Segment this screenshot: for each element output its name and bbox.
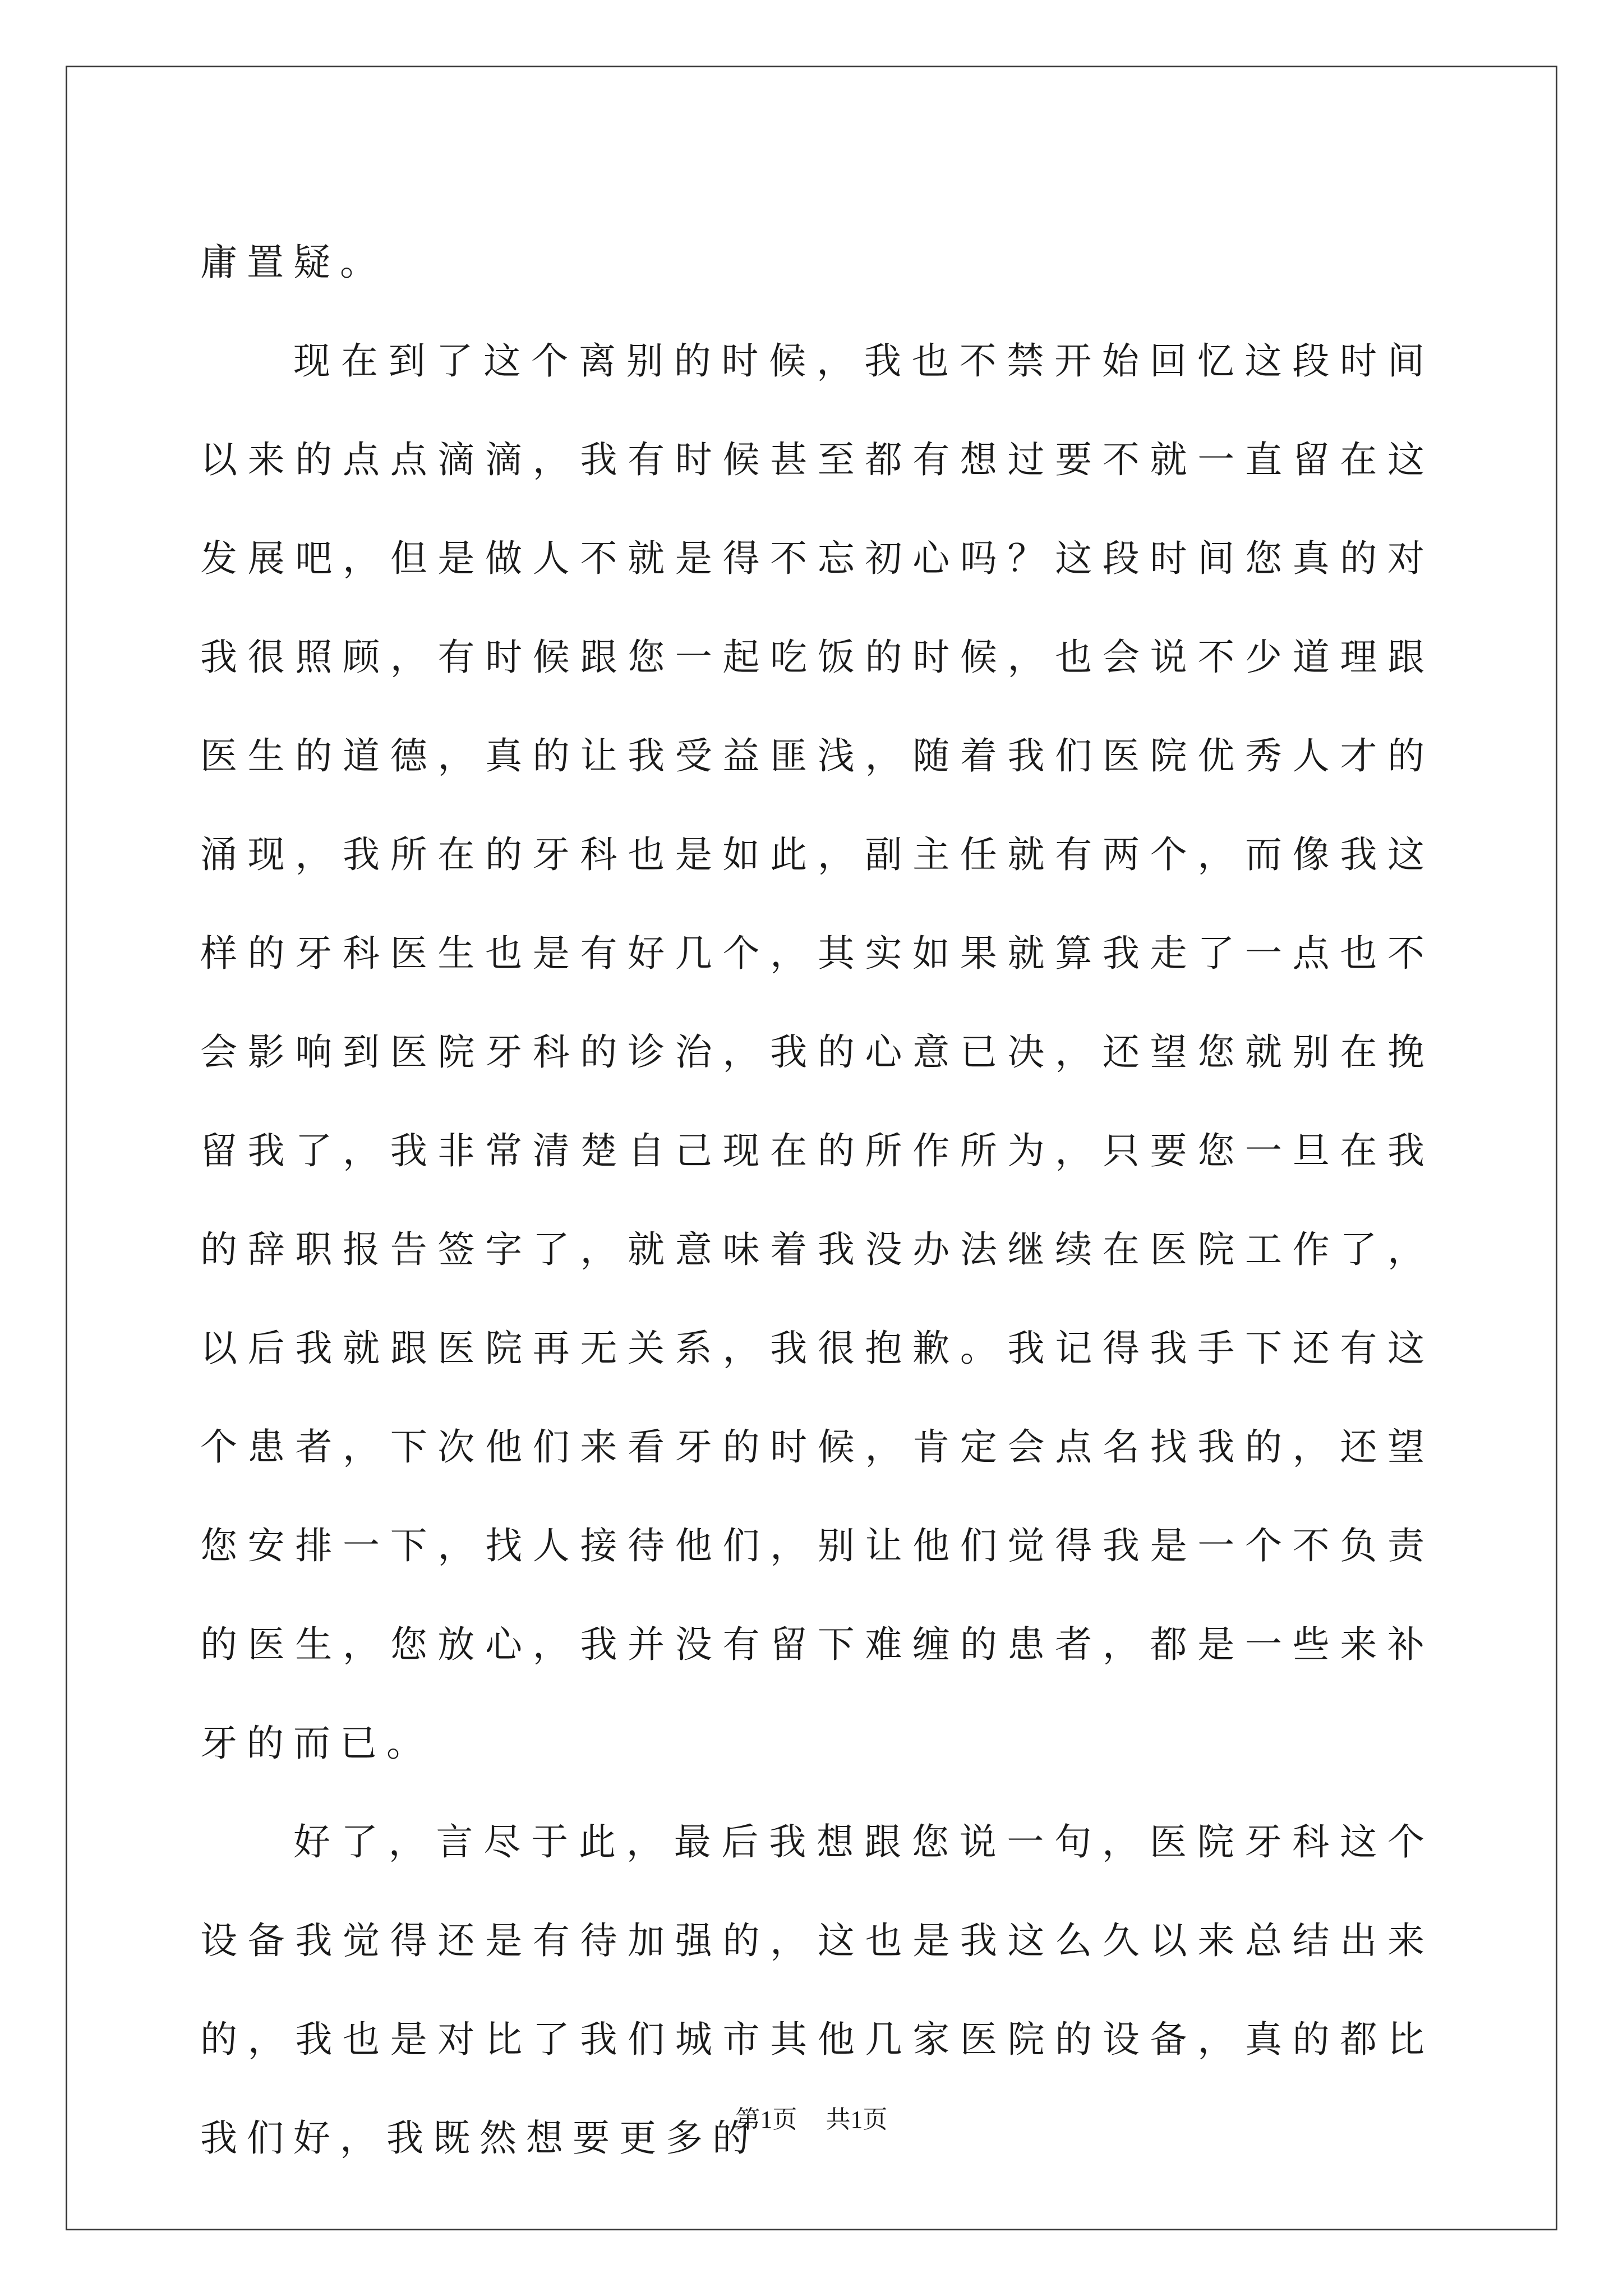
paragraph-farewell-reflection: 现在到了这个离别的时候，我也不禁开始回忆这段时间以来的点点滴滴，我有时候甚至都有想过要不就一直留在这发展吧，但是做人不就是得不忘初心吗？这段时间您真的对我很照顾，有时候跟您一起吃饭的时候，也会说不少道理跟医生的道德，真的让我受益匪浅，随着我们医院优秀人才的涌现，我所在的牙科也是如此，副主任就有两个，而像我这样的牙科医生也是有好几个，其实如果就算我走了一点也不会影响到医院牙科的诊治，我的心意已决，还望您就别在挽留我了，我非常清楚自己现在的所作所为，只要您一旦在我的辞职报告签字了，就意味着我没办法继续在医院工作了，以后我就跟医院再无关系，我很抱歉。我记得我手下还有这个患者，下次他们来看牙的时候，肯定会点名找我的，还望您安排一下，找人接待他们，别让他们觉得我是一个不负责的医生，您放心，我并没有留下难缠的患者，都是一些来补牙的而已。 xyxy=(200,339,1434,1765)
page-total: 共1页 xyxy=(826,2106,888,2133)
page-number: 第1页 xyxy=(735,2106,797,2133)
page-footer xyxy=(0,2099,1623,2135)
paragraph-equipment-suggestion: 好了，言尽于此，最后我想跟您说一句，医院牙科这个设备我觉得还是有待加强的，这也是我这么久以来总结出来的，我也是对比了我们城市其他几家医院的设备，真的都比我们好，我既然想要更多的 xyxy=(200,1820,1434,2160)
paragraph-continuation: 庸置疑。 xyxy=(200,241,386,284)
document-body xyxy=(200,213,1434,2188)
